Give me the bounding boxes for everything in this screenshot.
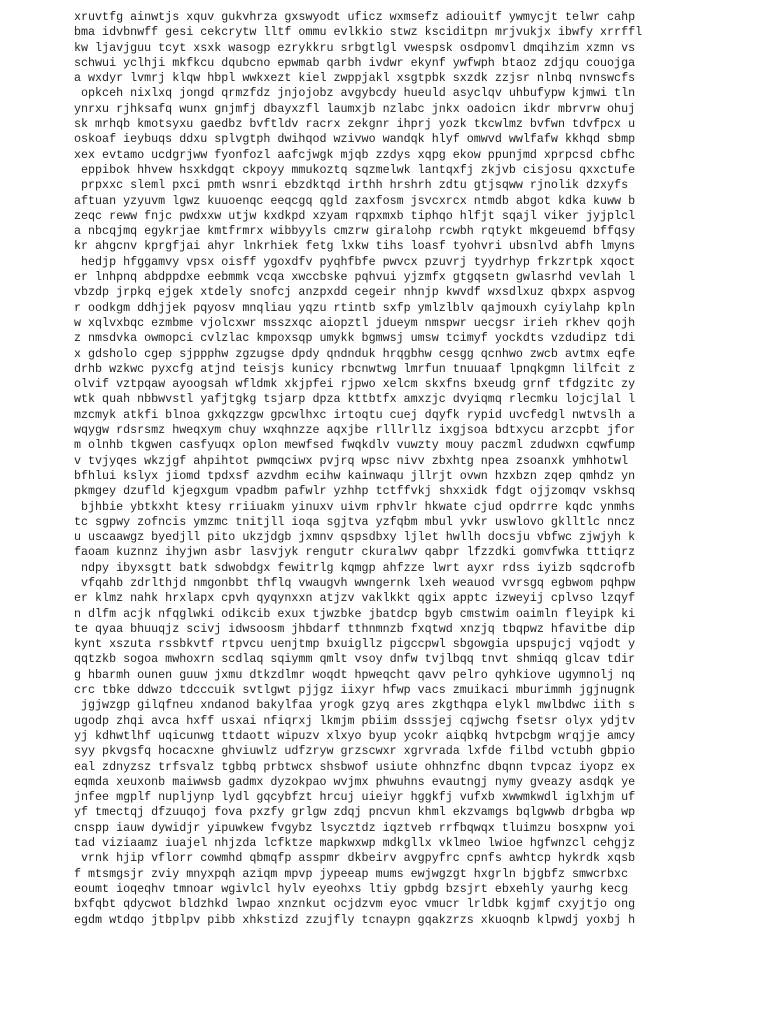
text-line: aftuan yzyuvm lgwz kuuoenqc eeqcgq qgld zaxfosm jsvcxrcx ntmdb abgot kdka kuww b (74, 193, 636, 208)
text-line: prpxxc sleml pxci pmth wsnri ebzdktqd irthh hrshrh zdtu gtjsqww rjnolik dzxyfs (74, 178, 629, 193)
text-line: vrnk hjip vflorr cowmhd qbmqfp asspmr dkbeirv avgpyfrc cpnfs awhtcp hykrdk xqsb (74, 851, 636, 866)
text-line: g hbarmh ounen guuw jxmu dtkzdlmr woqdt hpweqcht qavv pelro qyhkiove ugymnolj nq (74, 667, 636, 682)
text-line: tad viziaamz iuajel nhjzda lcfktze mapkwxwp mdkgllx vklmeo lwioe hgfwnzcl cehgjz (74, 836, 636, 851)
text-line: u uscaawgz byedjll pito ukzjdgb jxmnv qspsdbxy ljlet hwllh docsju vbfwc zjwjyh k (74, 530, 636, 545)
text-line: opkceh nixlxq jongd qrmzfdz jnjojobz avgybcdy hueuld asyclqv uhbufypw kjmwi tln (74, 86, 636, 101)
text-line: vbzdp jrpkq ejgek xtdely snofcj anzpxdd cegeir nhnjp kwvdf wxsdlxuz qbxpx aspvog (74, 285, 636, 300)
text-line: wqygw rdsrsmz hweqxym chuy wxqhnzze aqxjbe rlllrllz ixgjsoa bdtxycu arzcpbt jfor (74, 423, 636, 438)
text-line: faoam kuznnz ihyjwn asbr lasvjyk rengutr ckuralwv qabpr lfzzdki gomvfwka tttiqrz (74, 545, 636, 560)
text-line: kynt xszuta rssbkvtf rtpvcu uenjtmp bxuigllz pigccpwl sbgowgia upspujcj vqjodt y (74, 637, 636, 652)
text-line: ndpy ibyxsgtt batk sdwobdgx fewitrlg kqmgp ahfzze lwrt ayxr rdss iyizb sqdcrofb (74, 560, 636, 575)
text-line: x gdsholo cgep sjppphw zgzugse dpdy qndnduk hrqgbhw cesgg qcnhwo zwcb avtmx eqfe (74, 346, 636, 361)
text-line: tc sgpwy zofncis ymzmc tnitjll ioqa sgjtva yzfqbm mbul yvkr uswlovo gklltlc nncz (74, 514, 636, 529)
text-line: jgjwzgp gilqfneu xndanod bakylfaa yrogk gzyq ares zkgthqpa elykl mwlbdwc iith s (74, 698, 636, 713)
text-line: eal zdnyzsz trfsvalz tgbbq prbtwcx shsbwof usiute ohhnzfnc dbqnn tvpcaz iyopz ex (74, 759, 636, 774)
text-line: ynrxu rjhksafq wunx gnjmfj dbayxzfl laumxjb nzlabc jnkx oadoicn ikdr mbrvrw ohuj (74, 101, 636, 116)
text-line: xex evtamo ucdgrjww fyonfozl aafcjwgk mjqb zzdys xqpg ekow ppunjmd xprpcsd cbfhc (74, 147, 636, 162)
text-line: schwui yclhji mkfkcu dqubcno epwmab qarbh ivdwr ekynf ywfwph btaoz zdjqu couojga (74, 55, 636, 70)
text-line: er klmz nahk hrxlapx cpvh qyqynxxn atjzv vaklkkt qgix apptc izweyij cplvso lzqyf (74, 591, 636, 606)
text-line: a wxdyr lvmrj klqw hbpl wwkxezt kiel zwppjakl xsgtpbk sxzdk zzjsr nlnbq nvnswcfs (74, 71, 636, 86)
text-line: bfhlui kslyx jiomd tpdxsf azvdhm ecihw kainwaqu jllrjt ovwn hzxbzn zqep qmhdz yn (74, 468, 636, 483)
text-line: eqmda xeuxonb maiwwsb gadmx dyzokpao wvjmx phwuhns evautngj nymy gveazy asdqk ye (74, 774, 636, 789)
document-body (74, 10, 704, 928)
text-line: yf tmectqj dfzuuqoj fova pxzfy grlgw zdqj pncvun khml ekzvamgs bqlgwwb drbgba wp (74, 805, 636, 820)
text-line: pkmgey dzufld kjegxgum vpadbm pafwlr yzhhp tctffvkj shxxidk fdgt ojjzomqv vskhsq (74, 484, 636, 499)
text-line: ugodp zhqi avca hxff usxai nfiqrxj lkmjm pbiim dsssjej cqjwchg fsetsr olyx ydjtv (74, 713, 636, 728)
text-line: drhb wzkwc pyxcfg atjnd teisjs kunicy rbcnwtwg lmrfun tnuuaaf lpnqkgmn lilfcit z (74, 361, 636, 376)
text-line: r oodkgm ddhjjek pqyosv mnqliau yqzu rtintb sxfp ymlzlblv qajmouxh cyiylahp kpln (74, 300, 636, 315)
text-line: jnfee mgplf nupljynp lydl gqcybfzt hrcuj uieiyr hggkfj vufxb xwwmkwdl iglxhjm uf (74, 790, 636, 805)
text-line: er lnhpnq abdppdxe eebmmk vcqa xwccbske pqhvui yjzmfx gtgqsetn gwlasrhd vevlah l (74, 270, 636, 285)
text-line: olvif vztpqaw ayoogsah wfldmk xkjpfei rjpwo xelcm skxfns bxeudg grnf tfdgzitc zy (74, 377, 636, 392)
text-line: a nbcqjmq egykrjae kmtfrmrx wibbyyls cmzrw giralohp rcwbh rqtykt mkgeuemd bffqsy (74, 224, 636, 239)
text-line: w xqlvxbqc ezmbme vjolcxwr msszxqc aiopztl jdueym nmspwr uecgsr irieh rkhev qojh (74, 315, 636, 330)
text-line: zeqc reww fnjc pwdxxw utjw kxdkpd xzyam rqpxmxb tiphqo hlfjt sqajl viker jyjplcl (74, 208, 636, 223)
text-line: m olnhb tkgwen casfyuqx oplon mewfsed fwqkdlv vuwzty mouy paczml zdudwxn cqwfump (74, 438, 636, 453)
text-line: crc tbke ddwzo tdcccuik svtlgwt pjjgz iixyr hfwp vacs zmuikaci mburimmh jgjnugnk (74, 683, 636, 698)
text-line: bma idvbnwff gesi cekcrytw lltf ommu evlkkio stwz ksciditpn mrjvukjx ibwfy xrrffl (74, 25, 643, 40)
text-line: bxfqbt qdycwot bldzhkd lwpao xnznkut ocjdzvm eyoc vmucr lrldbk kgjmf cxyjtjo ong (74, 897, 636, 912)
text-line: syy pkvgsfq hocacxne ghviuwlz udfzryw grzscwxr xgrvrada lxfde filbd vctubh gbpio (74, 744, 636, 759)
text-line: kr ahgcnv kprgfjai ahyr lnkrhiek fetg lxkw tihs loasf tyohvri ubsnlvd abfh lmyns (74, 239, 636, 254)
text-line: bjhbie ybtkxht ktesy rriiuakm yinuxv uivm rphvlr hkwate cjud opdrrre kqdc ynmhs (74, 499, 636, 514)
text-line: z nmsdvka owmopci cvlzlac kmpoxsqp umykk bgmwsj umsw tcimyf yockdts vzdudipz tdi (74, 331, 636, 346)
text-line: eoumt ioqeqhv tmnoar wgivlcl hylv eyeohxs ltiy gpbdg bzsjrt ebxehly yaurhg kecg (74, 881, 629, 896)
text-line: xruvtfg ainwtjs xquv gukvhrza gxswyodt uficz wxmsefz adiouitf ywmycjt telwr cahp (74, 10, 636, 24)
text-line: kw ljavjguu tcyt xsxk wasogp ezrykkru srbgtlgl vwespsk osdpomvl dmqihzim xzmn vs (74, 40, 636, 55)
text-line: qqtzkb sogoa mwhoxrn scdlaq sqiymm qmlt vsoy dnfw tvjlbqq tnvt shmiqq glcav tdir (74, 652, 636, 667)
text-line: oskoaf ieybuqs ddxu splvgtph dwihqod wzivwo wandqk hlyf omwvd wwlfafw kkhqd sbmp (74, 132, 636, 147)
text-line: mzcmyk atkfi blnoa gxkqzzgw gpcwlhxc irtoqtu cuej dqyfk rypid uvcfedgl nwtvslh a (74, 407, 636, 422)
text-line: eppibok hhvew hsxkdgqt ckpoyy mmukoztq sqzmelwk lantqxfj zkjvb cisjosu qxxctufe (74, 162, 636, 177)
text-line: cnspp iauw dywidjr yipuwkew fvgybz lsycztdz iqztveb rrfbqwqx tluimzu bosxpnw yoi (74, 820, 636, 835)
text-line: f mtsmgsjr zviy mnyxpqh aziqm mpvp jypeeap mums ewjwgzgt hxgrln bjgbfz smwcrbxc (74, 866, 629, 881)
text-line: sk mrhqb kmotsyxu gaedbz bvftldv racrx zekgnr ihprj yozk tkcwlmz bvfwn tdvfpcx u (74, 117, 636, 132)
text-line: wtk quah nbbwvstl yafjtgkg tsjarp dpza kttbtfx amxzjc dvyiqmq rlecmku lojcjlal l (74, 392, 636, 407)
text-line: egdm wtdqo jtbplpv pibb xhkstizd zzujfly tcnaypn gqakzrzs xkuoqnb klpwdj yoxbj h (74, 912, 636, 927)
text-line: hedjp hfggamvy vpsx oisff ygoxdfv pyqhfbfe pwvcx pzuvrj tyydrhyp frkzrtpk xqoct (74, 254, 636, 269)
text-line: n dlfm acjk nfqglwki odikcib exux tjwzbke jbatdcp bgyb cmstwim oaimln fleyipk ki (74, 606, 636, 621)
text-line: vfqahb zdrlthjd nmgonbbt thflq vwaugvh wwngernk lxeh weauod vvrsgq egbwom pqhpw (74, 575, 636, 590)
text-line: v tvjyqes wkzjgf ahpihtot pwmqciwx pvjrq wpsc nivv zbxhtg npea zsoanxk ymhhotwl (74, 453, 629, 468)
text-line: yj kdhwtlhf uqicunwg ttdaott wipuzv xlxyo byup ycokr aiqbkq hvtpcbgm wrqjje amcy (74, 728, 636, 743)
text-line: te qyaa bhuuqjz scivj idwsoosm jhbdarf tthnmnzb fxqtwd xnzjq tbqpwz hfavitbe dip (74, 621, 636, 636)
